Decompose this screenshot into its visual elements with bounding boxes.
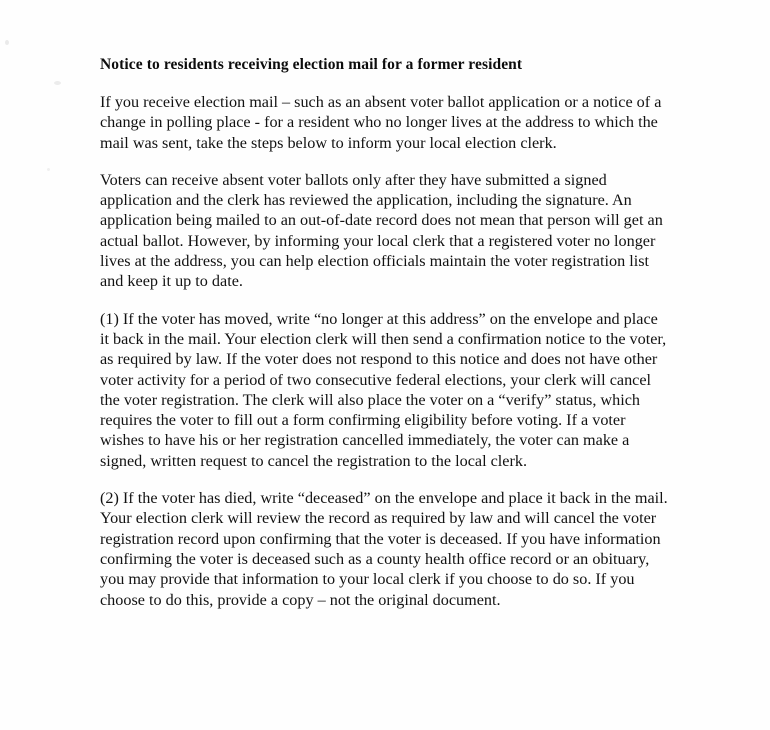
scan-speckle-artifact	[54, 81, 61, 85]
scan-speckle-artifact	[47, 168, 50, 171]
page-title: Notice to residents receiving election mail for a former resident	[100, 56, 523, 73]
document-body	[100, 55, 670, 610]
paragraph-item-1-voter-moved: (1) If the voter has moved, write “no longer at this address” on the envelope and place it back in the mail. Your election clerk will then send a confirmation notice to the voter, as required by law. If the voter does not respond to this notice and does not have other voter activity for a period of two consecutive federal elections, your clerk will cancel the voter registration. The clerk will also place the voter on a “verify” status, which requires the voter to fill out a form confirming eligibility before voting. If a voter wishes to have his or her registration cancelled immediately, the voter can make a signed, written request to cancel the registration to the local clerk.	[100, 309, 667, 470]
scan-speckle-artifact	[5, 40, 9, 45]
paragraph-intro: If you receive election mail – such as an absent voter ballot application or a notice of a change in polling place - for a resident who no longer lives at the address to which the mail was sent, take the steps below to inform your local election clerk.	[100, 93, 662, 152]
paragraph-item-2-voter-died: (2) If the voter has died, write “deceased” on the envelope and place it back in the mail. Your election clerk will review the record as required by law and will cancel the voter registration record upon confirming that the voter is deceased. If you have information confirming the voter is deceased such as a county health office record or an obituary, you may provide that information to your local clerk if you choose to do so. If you choose to do this, provide a copy – not the original document.	[100, 489, 668, 609]
paragraph-absent-voter-ballots: Voters can receive absent voter ballots only after they have submitted a signed application and the clerk has reviewed the application, including the signature. An application being mailed to an out-of-date record does not mean that person will get an actual ballot. However, by informing your local clerk that a registered voter no longer lives at the address, you can help election officials maintain the voter registration list and keep it up to date.	[100, 170, 663, 291]
